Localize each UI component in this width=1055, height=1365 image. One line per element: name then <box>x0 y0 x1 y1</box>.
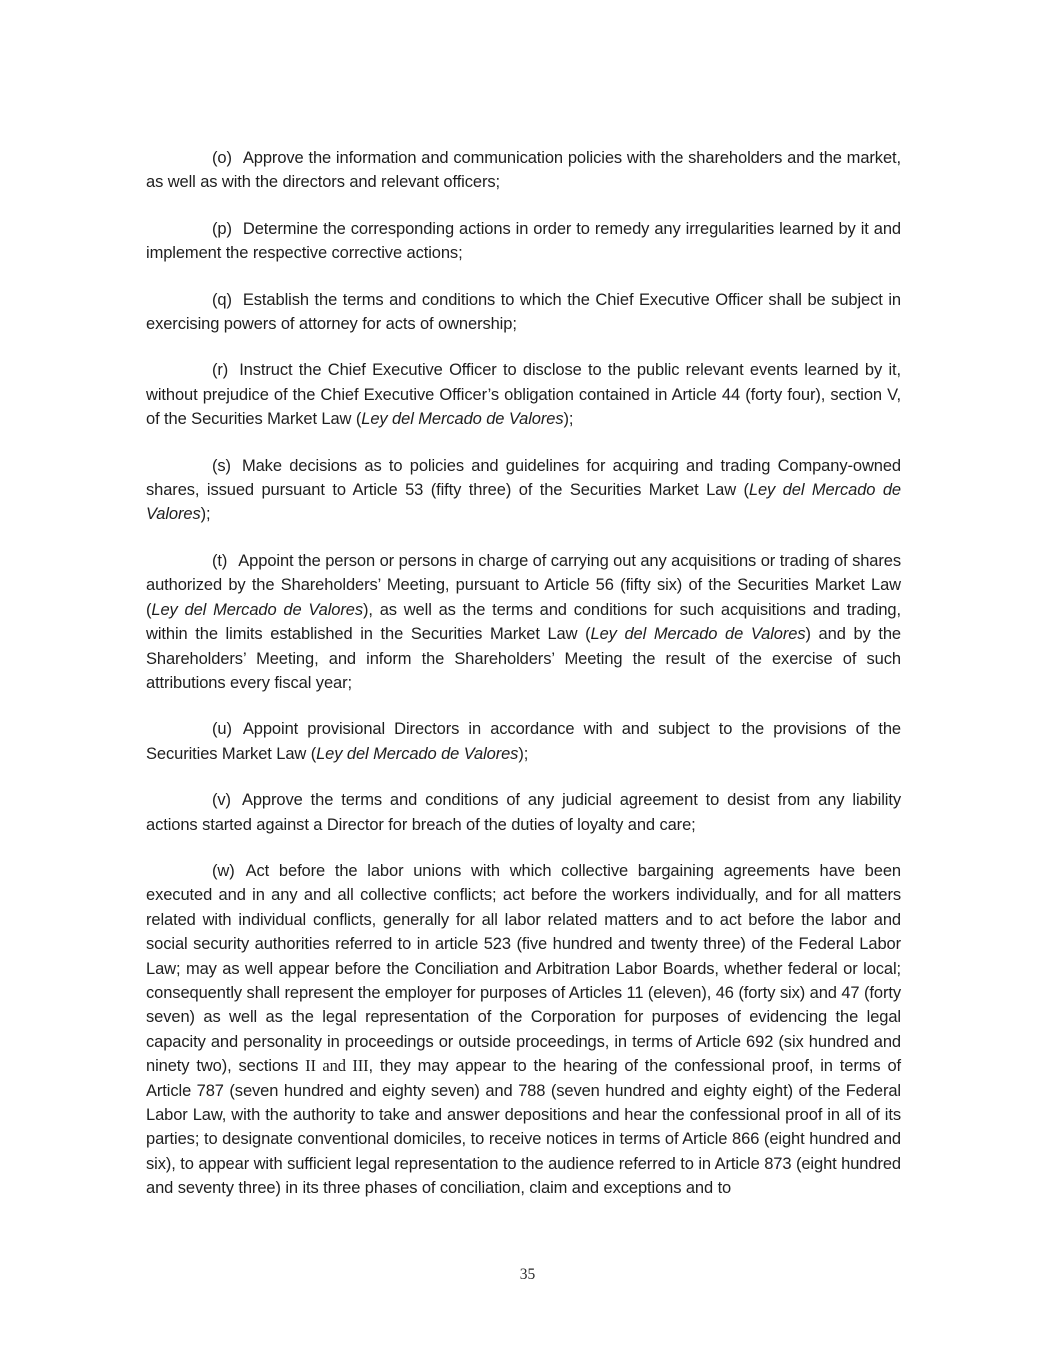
paragraph <box>146 717 901 766</box>
paragraph-label: (r) <box>212 361 229 380</box>
text-segment: Instruct the Chief Executive Officer to disclose to the public relevant events learned by it, without prejudice of the Chief Executive Officer’s obligation contained in Article 44 (forty four), section V, of the Securities Market Law ( <box>146 361 901 429</box>
paragraph <box>146 788 901 837</box>
text-segment: Establish the terms and conditions to which the Chief Executive Officer shall be subject in exercising powers of attorney for acts of ownership; <box>146 290 901 334</box>
paragraph-label: (t) <box>212 551 228 570</box>
text-segment: Ley del Mercado de Valores <box>590 625 806 644</box>
paragraph <box>146 358 901 431</box>
text-segment: Determine the corresponding actions in order to remedy any irregularities learned by it and implement the respective corrective actions; <box>146 219 901 263</box>
paragraph-label: (p) <box>212 219 232 238</box>
document-body <box>146 146 901 1223</box>
text-segment: ); <box>200 505 211 524</box>
text-segment: ), as well as the terms and conditions for such acquisitions and trading, within the limits established in the Securities Market Law ( <box>146 600 901 644</box>
paragraph-label: (s) <box>212 456 231 475</box>
text-segment: Ley del Mercado de Valores <box>316 744 519 763</box>
paragraph-label: (u) <box>212 720 232 739</box>
paragraph <box>146 454 901 527</box>
paragraph-label: (w) <box>212 861 235 880</box>
text-segment: ); <box>563 410 574 429</box>
text-segment: ) and by the Shareholders’ Meeting, and inform the Shareholders’ Meeting the result of the exercise of such attributions every fiscal year; <box>146 625 901 692</box>
paragraph-label: (q) <box>212 290 232 309</box>
paragraph <box>146 217 901 266</box>
text-segment: Appoint provisional Directors in accordance with and subject to the provisions of the Securities Market Law ( <box>146 720 901 763</box>
text-segment: , they may appear to the hearing of the confessional proof, in terms of Article 787 (seven hundred and eighty seven) and 788 (seven hundred and eighty eight) of the Federal Labor Law, with the authority to take and answer depositions and hear the confessional proof in all of its parties; to designate conventional domiciles, to receive notices in terms of Article 866 (eight hundred and six), to appear with sufficient legal representation to the audience referred to in Article 873 (eight hundred and seventy three) in its three phases of conciliation, claim and exceptions and to <box>146 1057 902 1198</box>
paragraph <box>146 288 901 337</box>
text-segment: Ley del Mercado de Valores <box>361 410 564 429</box>
paragraph-label: (o) <box>212 149 232 167</box>
paragraph <box>146 146 901 195</box>
text-segment: Ley del Mercado de Valores <box>146 481 901 524</box>
text-segment: Make decisions as to policies and guidelines for acquiring and trading Company-owned shares, issued pursuant to Article 53 (fifty three) of the Securities Market Law ( <box>146 456 901 500</box>
text-segment: II and III <box>305 1056 369 1076</box>
paragraph <box>146 549 901 695</box>
paragraph <box>146 859 901 1201</box>
text-segment: Approve the information and communication policies with the shareholders and the market, as well as with the directors and relevant officers; <box>146 149 901 192</box>
text-segment: Approve the terms and conditions of any judicial agreement to desist from any liability actions started against a Director for breach of the duties of loyalty and care; <box>146 791 901 834</box>
text-segment: Act before the labor unions with which collective bargaining agreements have been executed and in any and all collective conflicts; act before the workers individually, and for all matters related with individual conflicts, generally for all labor related matters and to act before the labor and social security authorities referred to in article 523 (five hundred and twenty three) of the Federal Labor Law; may as well appear before the Conciliation and Arbitration Labor Boards, whether federal or local; consequently shall represent the employer for purposes of Articles 11 (eleven), 46 (forty six) and 47 (forty seven) as well as the legal representation of the Corporation for purposes of evidencing the legal capacity and personality in proceedings or outside proceedings, in terms of Article 692 (six hundred and ninety two), sections <box>146 861 901 1076</box>
text-segment: ); <box>518 744 529 763</box>
paragraph-label: (v) <box>212 791 231 810</box>
text-segment: Appoint the person or persons in charge of carrying out any acquisitions or trading of shares authorized by the Shareholders’ Meeting, pursuant to Article 56 (fifty six) of the Securities Market Law ( <box>146 551 901 619</box>
page-number: 35 <box>519 1266 536 1283</box>
text-segment: Ley del Mercado de Valores <box>151 600 363 619</box>
